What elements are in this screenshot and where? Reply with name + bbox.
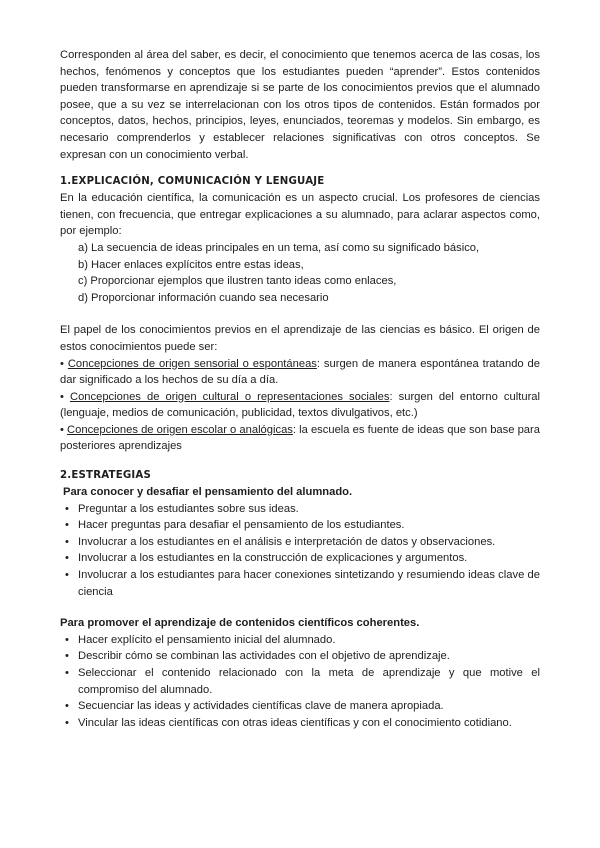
section-heading-explicacion: 1.EXPLICACIÓN, COMUNICACIÓN Y LENGUAJE — [60, 176, 325, 188]
list-item: • Describir cómo se combinan las actividades con el objetivo de aprendizaje. — [78, 648, 540, 665]
subheading-conocer: Para conocer y desafiar el pensamiento del alumnado. — [63, 486, 353, 499]
spacer — [60, 306, 540, 322]
conception-item — [60, 356, 540, 389]
conception-term: Concepciones de origen escolar o analógicas — [67, 423, 293, 436]
list-item: • Preguntar a los estudiantes sobre sus ideas. — [78, 501, 540, 518]
conception-text: : la escuela es fuente de ideas que son base para posteriores aprendizajes — [60, 423, 540, 453]
list-item: a) La secuencia de ideas principales en un tema, así como su significado básico, — [78, 241, 480, 254]
list-item: • Involucrar a los estudiantes en el análisis e interpretación de datos y observaciones. — [78, 534, 540, 551]
bullet: • — [60, 423, 64, 436]
bullet: • — [60, 357, 64, 370]
conception-term: Concepciones de origen sensorial o espontáneas — [67, 357, 317, 370]
conception-item — [60, 422, 540, 455]
strategy-list-1 — [60, 501, 540, 601]
previous-knowledge-paragraph: El papel de los conocimientos previos en el aprendizaje de las ciencias es básico. El origen de estos conocimientos puede ser: — [60, 324, 540, 353]
list-item: • Vincular las ideas científicas con otras ideas científicas y con el conocimiento cotidiano. — [78, 715, 540, 732]
list-item: • Hacer explícito el pensamiento inicial del alumnado. — [78, 632, 540, 649]
list-item: • Involucrar a los estudiantes en la construcción de explicaciones y argumentos. — [78, 550, 540, 567]
subheading-promover: Para promover el aprendizaje de contenidos científicos coherentes. — [60, 617, 420, 630]
conception-term: Concepciones de origen cultural o representaciones sociales — [70, 390, 390, 403]
list-item: • Hacer preguntas para desafiar el pensamiento de los estudiantes. — [78, 517, 540, 534]
strategy-list-2 — [60, 632, 540, 732]
list-item: • Involucrar a los estudiantes para hacer conexiones sintetizando y resumiendo ideas clave de ciencia — [78, 567, 540, 600]
conception-text: : surgen de manera espontánea tratando de dar significado a los hechos de su día a día. — [60, 357, 540, 387]
conceptions-list — [60, 356, 540, 456]
document-page — [60, 47, 540, 731]
spacer — [60, 600, 540, 615]
list-item: • Secuenciar las ideas y actividades científicas clave de manera apropiada. — [78, 698, 540, 715]
intro-paragraph: Corresponden al área del saber, es decir, el conocimiento que tenemos acerca de las cosas, los hechos, fenómenos y conceptos que los estudiantes pueden “aprender”. Estos contenidos pueden transformarse en aprendizaje si se parte de los conocimientos previos que el alumnado posee, que a su vez se interrelacionan con los otros tipos de contenidos. Están formados por conceptos, datos, hechos, principios, leyes, enunciados, teoremas y modelos. Sin embargo, es necesario comprenderlos y establecer relaciones significativas con otros conceptos. Se expresan con un conocimiento verbal. — [60, 49, 540, 161]
conception-item — [60, 389, 540, 422]
list-item: d) Proporcionar información cuando sea necesario — [78, 291, 329, 304]
section-heading-estrategias: 2.ESTRATEGIAS — [60, 470, 152, 482]
list-item: • Seleccionar el contenido relacionado con la meta de aprendizaje y que motive el compromiso del alumnado. — [78, 665, 540, 698]
examples-list — [60, 240, 540, 306]
conception-text: : surgen del entorno cultural (lenguaje, medios de comunicación, publicidad, textos divulgativos, etc.) — [60, 390, 540, 420]
list-item: b) Hacer enlaces explícitos entre estas ideas, — [78, 258, 304, 271]
section1-paragraph: En la educación científica, la comunicación es un aspecto crucial. Los profesores de ciencias tienen, con frecuencia, que entregar explicaciones a su alumnado, para aclarar aspectos como, por ejemplo: — [60, 192, 540, 238]
bullet: • — [60, 390, 64, 403]
list-item: c) Proporcionar ejemplos que ilustren tanto ideas como enlaces, — [78, 275, 397, 288]
